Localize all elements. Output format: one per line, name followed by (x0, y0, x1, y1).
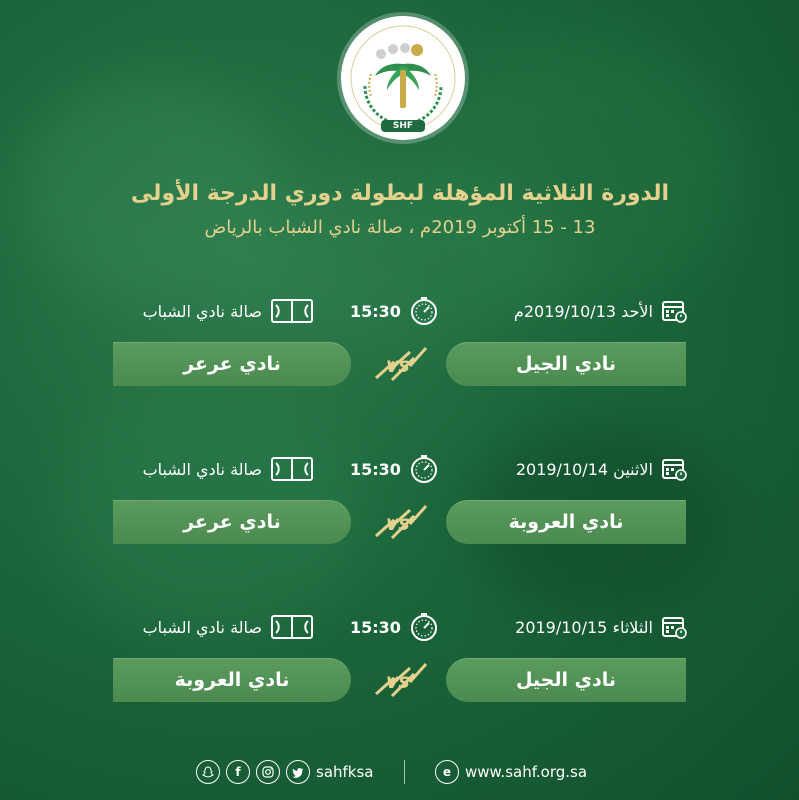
away-team: نادي عرعر (113, 500, 351, 544)
stopwatch-icon (409, 454, 439, 484)
versus-icon (370, 340, 432, 386)
instagram-icon[interactable] (256, 760, 280, 784)
snapchat-icon[interactable] (196, 760, 220, 784)
twitter-icon[interactable] (286, 760, 310, 784)
versus-icon (370, 498, 432, 544)
calendar-icon (661, 615, 687, 639)
venue-text: صالة نادي الشباب (142, 301, 262, 321)
calendar-icon (661, 457, 687, 481)
svg-text:VS: VS (386, 357, 410, 376)
web-icon: e (435, 760, 459, 784)
stopwatch-icon (409, 296, 439, 326)
match-card (0, 296, 799, 406)
versus-icon (370, 656, 432, 702)
federation-logo (341, 16, 465, 140)
court-icon (270, 298, 314, 324)
match-card (0, 454, 799, 564)
page-subtitle: 13 - 15 أكتوبر 2019م ، صالة نادي الشباب بالرياض (204, 217, 596, 238)
website-url[interactable]: www.sahf.org.sa (465, 763, 588, 781)
time-text: 15:30 (350, 459, 401, 479)
match-venue (143, 454, 314, 484)
away-team: نادي العروبة (113, 658, 351, 702)
home-team: نادي الجيل (446, 658, 686, 702)
social-handle[interactable]: sahfksa (316, 763, 374, 781)
match-date (516, 454, 687, 484)
venue-text: صالة نادي الشباب (142, 617, 262, 637)
date-text: الاثنين 2019/10/14 (515, 459, 653, 479)
logo-badge: SHF (381, 120, 425, 132)
match-date (515, 612, 687, 642)
match-time (350, 454, 460, 484)
match-card (0, 612, 799, 722)
match-venue (143, 296, 314, 326)
calendar-icon (661, 299, 687, 323)
away-team: نادي عرعر (113, 342, 351, 386)
match-date (514, 296, 687, 326)
court-icon (270, 614, 314, 640)
footer-divider (404, 760, 405, 784)
stopwatch-icon (409, 612, 439, 642)
time-text: 15:30 (350, 301, 401, 321)
match-venue (143, 612, 314, 642)
match-time (350, 296, 460, 326)
home-team: نادي الجيل (446, 342, 686, 386)
page-title: الدورة الثلاثية المؤهلة لبطولة دوري الدرجة الأولى (130, 181, 670, 206)
svg-text:VS: VS (386, 515, 410, 534)
date-text: الثلاثاء 2019/10/15 (515, 617, 653, 637)
time-text: 15:30 (350, 617, 401, 637)
home-team: نادي العروبة (446, 500, 686, 544)
match-time (350, 612, 460, 642)
social-links (196, 757, 374, 787)
svg-text:VS: VS (386, 673, 410, 692)
website-link[interactable] (435, 757, 587, 787)
venue-text: صالة نادي الشباب (142, 459, 262, 479)
date-text: الأحد 2019/10/13م (513, 301, 653, 321)
court-icon (270, 456, 314, 482)
facebook-icon[interactable]: f (226, 760, 250, 784)
